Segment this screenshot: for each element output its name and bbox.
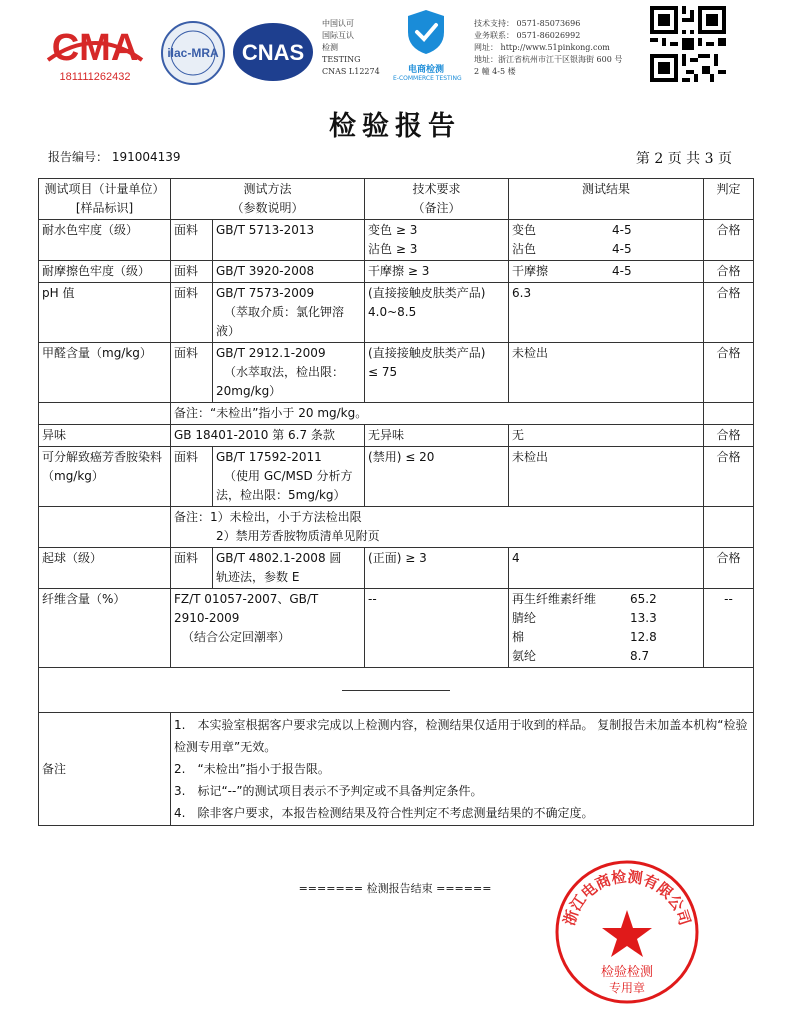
result: 未检出	[509, 343, 704, 403]
cnas-logo	[232, 22, 314, 82]
report-number: 报告编号： 191004139	[48, 150, 181, 164]
header-requirement: 技术要求 （备注）	[365, 179, 509, 220]
test-item: 甲醛含量（mg/kg）	[39, 343, 171, 403]
qr-code-icon	[650, 6, 726, 82]
test-item: pH 值	[39, 283, 171, 343]
sample-label: 面料	[171, 220, 213, 261]
header	[0, 0, 790, 100]
shield-check-icon	[404, 8, 448, 56]
requirement: (直接接触皮肤类产品) ≤ 75	[365, 343, 509, 403]
remark-item: 4. 除非客户要求，本报告检测结果及符合性判定不考虑测量结果的不确定度。	[174, 806, 594, 820]
ilac-text: ilac-MRA	[167, 46, 219, 60]
page-title: 检验报告	[329, 111, 461, 142]
contact-info	[474, 18, 622, 78]
stamp-line2: 专用章	[608, 981, 646, 995]
accred-line: CNAS L12274	[322, 67, 380, 76]
result: 4	[509, 548, 704, 589]
table-row-note	[39, 403, 754, 425]
test-method: GB/T 7573-2009 （萃取介质：氯化钾溶 液）	[213, 283, 365, 343]
table-row	[39, 425, 754, 447]
remarks-list	[171, 713, 754, 826]
cnas-text: CNAS	[241, 40, 305, 65]
contact-line: 地址：浙江省杭州市江干区银海街 600 号	[474, 55, 623, 64]
judgment: 合格	[704, 261, 754, 283]
requirement: 变色 ≥ 3 沾色 ≥ 3	[365, 220, 509, 261]
result: 再生纤维素纤维 65.2 腈纶 13.3 棉 12.8 氨纶 8.7	[509, 589, 704, 668]
requirement: 干摩擦 ≥ 3	[365, 261, 509, 283]
table-row	[39, 589, 754, 668]
official-stamp	[553, 858, 701, 1006]
contact-line: 2 幢 4-5 楼	[474, 67, 516, 76]
cma-logo	[42, 22, 148, 84]
accred-line: 国际互认	[322, 31, 354, 40]
test-method: GB 18401-2010 第 6.7 条款	[171, 425, 365, 447]
ilac-mra-logo	[160, 20, 226, 86]
test-item: 可分解致癌芳香胺染料（mg/kg）	[39, 447, 171, 507]
table-header	[39, 179, 754, 220]
stamp-line1: 检验检测	[600, 965, 654, 980]
ect-title: 电商检测	[407, 65, 444, 75]
results-table	[38, 178, 754, 826]
header-item: 测试项目（计量单位） [样品标识]	[39, 179, 171, 220]
accred-line: 中国认可	[322, 19, 354, 28]
accred-line: TESTING	[322, 55, 361, 64]
remarks-row	[39, 713, 754, 826]
accreditation-text	[322, 18, 380, 78]
page-info: 第 2 页 共 3 页	[635, 151, 732, 167]
requirement: (直接接触皮肤类产品) 4.0~8.5	[365, 283, 509, 343]
remark-item: 2. “未检出”指小于报告限。	[174, 762, 330, 776]
test-method: GB/T 4802.1-2008 圆 轨迹法，参数 E	[213, 548, 365, 589]
table-row	[39, 447, 754, 507]
test-item: 耐水色牢度（级）	[39, 220, 171, 261]
result: 未检出	[509, 447, 704, 507]
blank-row	[39, 668, 754, 713]
test-method: GB/T 17592-2011 （使用 GC/MSD 分析方 法，检出限：5mg/kg）	[213, 447, 365, 507]
sample-label: 面料	[171, 261, 213, 283]
ecommerce-testing-logo	[393, 8, 462, 82]
judgment: 合格	[704, 283, 754, 343]
judgment: 合格	[704, 425, 754, 447]
star-icon	[602, 910, 652, 957]
judgment: 合格	[704, 343, 754, 403]
test-method: FZ/T 01057-2007、GB/T 2910-2009 （结合公定回潮率）	[171, 589, 365, 668]
result: 变色 4-5 沾色 4-5	[509, 220, 704, 261]
remarks-label: 备注	[39, 713, 171, 826]
report-end-text: ======= 检测报告结束 ======	[298, 882, 492, 895]
header-judgment: 判定	[704, 179, 754, 220]
result: 干摩擦 4-5	[509, 261, 704, 283]
test-item: 耐摩擦色牢度（级）	[39, 261, 171, 283]
header-result: 测试结果	[509, 179, 704, 220]
stamp-org: 浙江电商检测有限公司	[560, 867, 694, 928]
header-method: 测试方法 （参数说明）	[171, 179, 365, 220]
table-row	[39, 548, 754, 589]
table-row	[39, 343, 754, 403]
requirement: (正面) ≥ 3	[365, 548, 509, 589]
table-row-note	[39, 507, 754, 548]
remark-item: 1. 本实验室根据客户要求完成以上检测内容，检测结果仅适用于收到的样品。 复制报告未加盖本机构“检验检测专用章”无效。	[174, 718, 748, 754]
requirement: (禁用) ≤ 20	[365, 447, 509, 507]
table-row	[39, 283, 754, 343]
contact-line: 业务联系： 0571-86026992	[474, 31, 581, 40]
cma-number: 181111262432	[59, 71, 131, 83]
test-item: 纤维含量（%）	[39, 589, 171, 668]
row-note: 备注：1）未检出，小于方法检出限 2）禁用芳香胺物质清单见附页	[171, 507, 704, 548]
separator-line	[342, 690, 450, 691]
test-method: GB/T 5713-2013	[213, 220, 365, 261]
sample-label: 面料	[171, 548, 213, 589]
contact-line: 技术支持： 0571-85073696	[474, 19, 581, 28]
judgment: 合格	[704, 220, 754, 261]
sample-label: 面料	[171, 447, 213, 507]
result: 无	[509, 425, 704, 447]
accred-line: 检测	[322, 43, 338, 52]
test-method: GB/T 2912.1-2009 （水萃取法，检出限： 20mg/kg）	[213, 343, 365, 403]
contact-line: 网址： http://www.51pinkong.com	[474, 43, 610, 52]
test-item: 异味	[39, 425, 171, 447]
requirement: 无异味	[365, 425, 509, 447]
judgment: 合格	[704, 447, 754, 507]
requirement: --	[365, 589, 509, 668]
sample-label: 面料	[171, 343, 213, 403]
judgment: --	[704, 589, 754, 668]
remark-item: 3. 标记“--”的测试项目表示不予判定或不具备判定条件。	[174, 784, 483, 798]
test-method: GB/T 3920-2008	[213, 261, 365, 283]
judgment: 合格	[704, 548, 754, 589]
table-row	[39, 220, 754, 261]
sample-label: 面料	[171, 283, 213, 343]
svg-text:CMA: CMA	[51, 27, 139, 69]
table-row	[39, 261, 754, 283]
test-item: 起球（级）	[39, 548, 171, 589]
result: 6.3	[509, 283, 704, 343]
ect-subtitle: E-COMMERCE TESTING	[393, 75, 462, 82]
row-note: 备注：“未检出”指小于 20 mg/kg。	[171, 403, 704, 425]
